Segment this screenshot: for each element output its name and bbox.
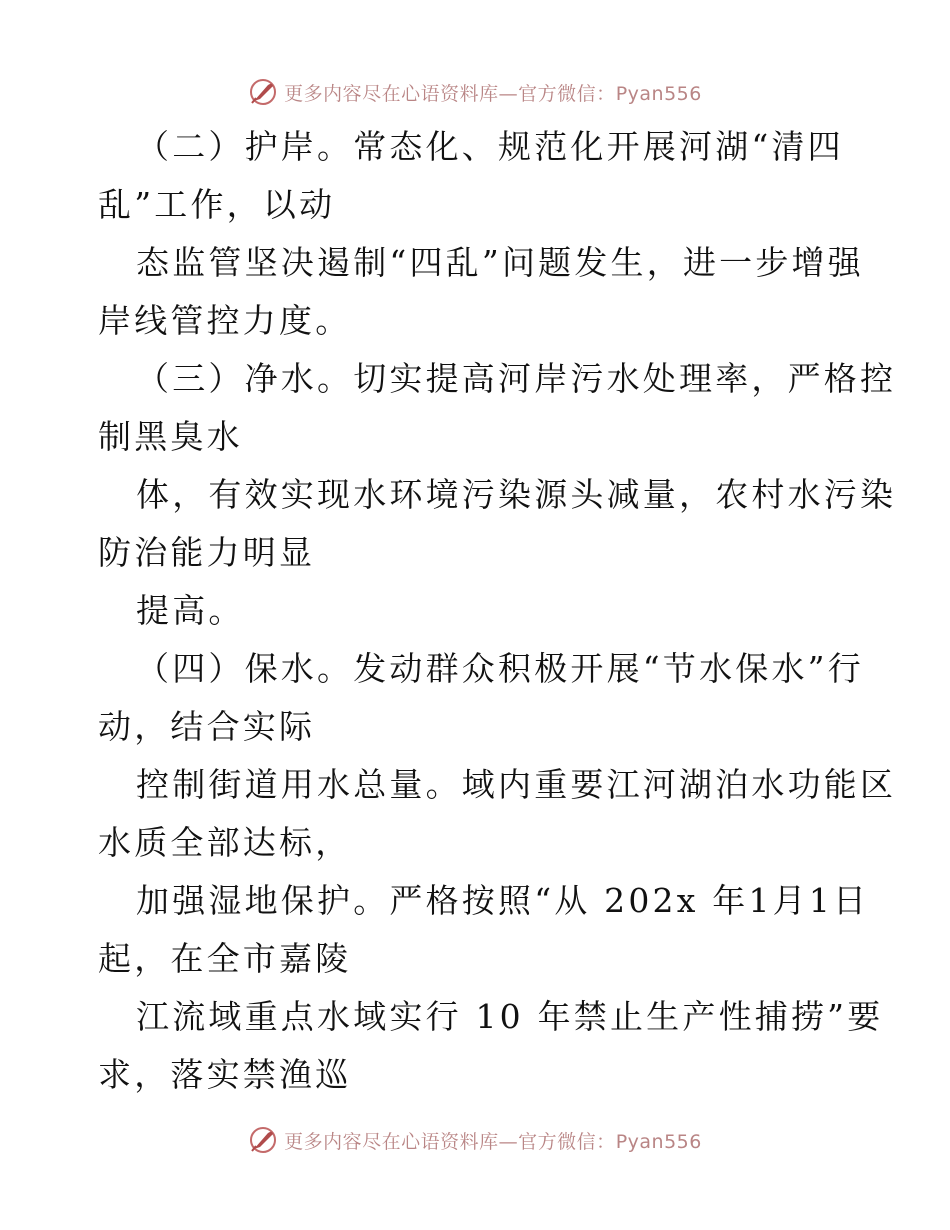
document-body [98, 118, 897, 1104]
body-line: 体，有效实现水环境污染源头减量，农村水污染 [136, 475, 897, 514]
header-watermark-slogan: 更多内容尽在心语资料库 [284, 82, 499, 105]
header-watermark-dash: — [498, 82, 519, 105]
footer-watermark-text [284, 1127, 702, 1154]
body-line: 态监管坚决遏制“四乱”问题发生，进一步增强 [136, 243, 864, 282]
footer-watermark-inner [248, 1125, 702, 1155]
body-line: （二）护岸。常态化、规范化开展河湖“清四 [136, 127, 844, 166]
quill-pen-logo-icon [248, 1125, 278, 1155]
footer-watermark-wechat-id: Pyan556 [615, 1130, 702, 1153]
footer-watermark-banner [0, 1120, 950, 1160]
footer-watermark-dash: — [498, 1130, 519, 1153]
body-line: 江流域重点水域实行 10 年禁止生产性捕捞”要 [136, 997, 884, 1036]
footer-watermark-wechat-label: 官方微信： [518, 1130, 616, 1153]
body-line: 防治能力明显 [98, 533, 316, 572]
body-line: 制黑臭水 [98, 417, 243, 456]
quill-pen-logo-icon [248, 77, 278, 107]
body-line: （三）净水。切实提高河岸污水处理率，严格控 [136, 359, 897, 398]
header-watermark-text [284, 79, 702, 106]
header-watermark-wechat-id: Pyan556 [615, 82, 702, 105]
body-line: 加强湿地保护。严格按照“从 202x 年1月1日 [136, 881, 870, 920]
header-watermark-inner [248, 77, 702, 107]
body-line: 提高。 [136, 591, 245, 630]
header-watermark-wechat-label: 官方微信： [518, 82, 616, 105]
body-line: 动，结合实际 [98, 707, 316, 746]
body-line: 乱”工作，以动 [98, 185, 336, 224]
body-line: 起，在全市嘉陵 [98, 939, 352, 978]
body-line: 岸线管控力度。 [98, 301, 352, 340]
body-line: 水质全部达标， [98, 823, 352, 862]
body-line: （四）保水。发动群众积极开展“节水保水”行 [136, 649, 864, 688]
body-line: 控制街道用水总量。域内重要江河湖泊水功能区 [136, 765, 897, 804]
footer-watermark-slogan: 更多内容尽在心语资料库 [284, 1130, 499, 1153]
body-line: 求，落实禁渔巡 [98, 1055, 352, 1094]
header-watermark-banner [0, 72, 950, 112]
